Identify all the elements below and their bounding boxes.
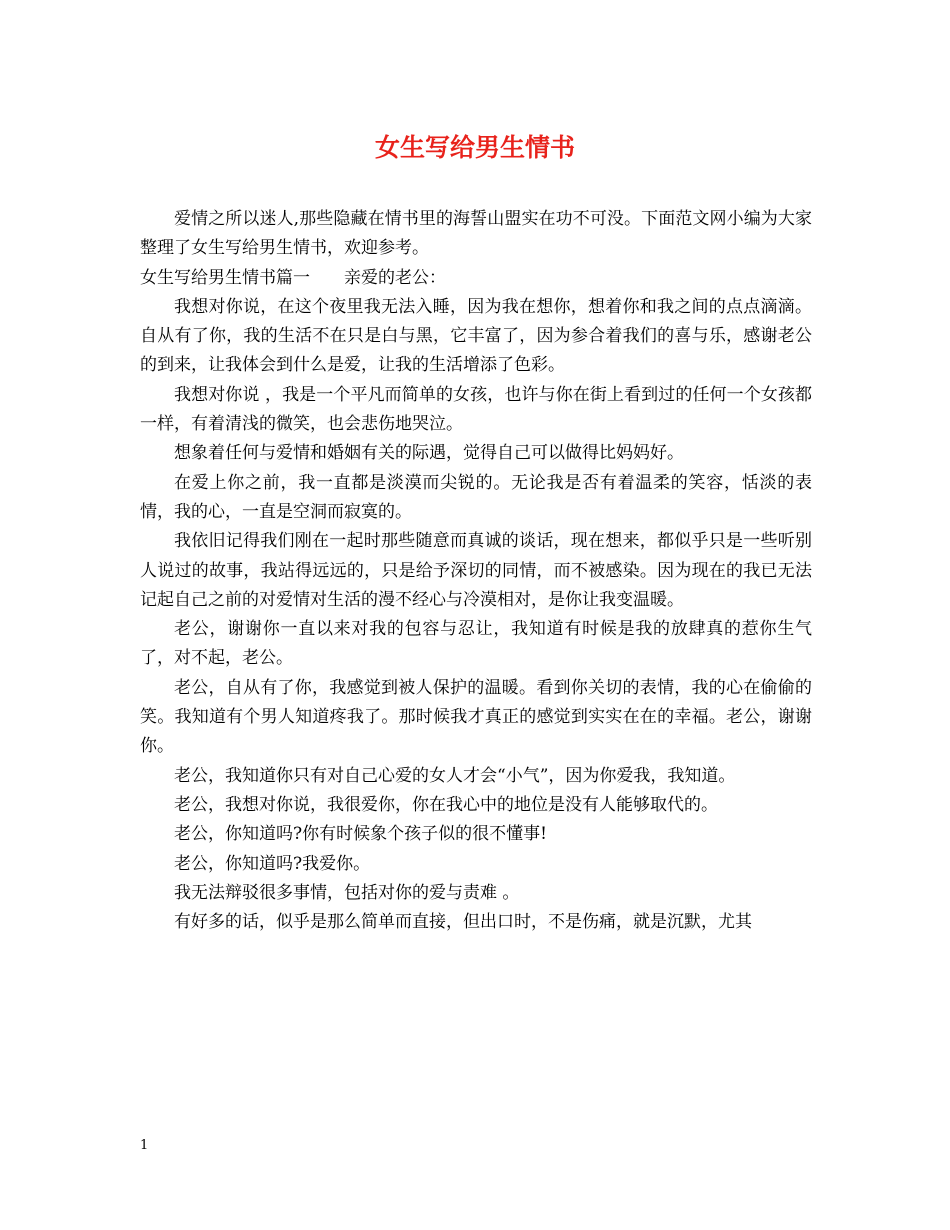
body-paragraph: 我无法辩驳很多事情，包括对你的爱与责难 。 (174, 882, 520, 903)
intro-paragraph: 爱情之所以迷人,那些隐藏在情书里的海誓山盟实在功不可没。下面范文网小编为大家整理了女生写给男生情书，欢迎参考。 (140, 209, 812, 259)
body-paragraph: 老公，自从有了你，我感觉到被人保护的温暖。看到你关切的表情，我的心在偷偷的笑。我知道有个男人知道疼我了。那时候我才真正的感觉到实实在在的幸福。老公，谢谢你。 (140, 677, 812, 757)
section-heading: 女生写给男生情书篇一 亲爱的老公： (140, 267, 446, 288)
body-paragraph: 我依旧记得我们刚在一起时那些随意而真诚的谈话，现在想来，都似乎只是一些听别人说过的故事，我站得远远的，只是给予深切的同情，而不被感染。因为现在的我已无法记起自己之前的对爱情对生活的漫不经心与冷漠相对，是你让我变温暖。 (140, 531, 812, 610)
body-paragraph: 想象着任何与爱情和婚姻有关的际遇，觉得自己可以做得比妈妈好。 (174, 443, 684, 464)
body-paragraph: 老公，你知道吗?你有时候象个孩子似的很不懂事! (174, 824, 547, 845)
body-paragraph: 老公，你知道吗?我爱你。 (174, 853, 371, 874)
body-paragraph: 我想对你说，在这个夜里我无法入睡，因为我在想你，想着你和我之间的点点滴滴。 自从有了你，我的生活不在只是白与黑，它丰富了，因为参合着我们的喜与乐，感谢老公的到来，让我体会到什么是爱，让我的生活增添了色彩。 (140, 296, 812, 376)
body-paragraph: 有好多的话，似乎是那么简单而直接，但出口时，不是伤痛，就是沉默，尤其 (174, 912, 752, 933)
body-paragraph: 在爱上你之前，我一直都是淡漠而尖锐的。无论我是否有着温柔的笑容，恬淡的表情，我的心，一直是空洞而寂寞的。 (140, 472, 812, 522)
body-paragraph: 老公，谢谢你一直以来对我的包容与忍让，我知道有时候是我的放肆真的惹你生气了，对不起，老公。 (140, 619, 812, 669)
body-paragraph: 我想对你说 ，我是一个平凡而简单的女孩，也许与你在街上看到过的任何一个女孩都一样，有着清浅的微笑，也会悲伤地哭泣。 (140, 384, 812, 435)
page-number: 1 (140, 1138, 149, 1153)
body-paragraph: 老公，我想对你说，我很爱你，你在我心中的地位是没有人能够取代的。 (174, 794, 718, 815)
document-title: 女生写给男生情书 (374, 133, 575, 162)
document-body (140, 205, 812, 937)
body-paragraph: 老公，我知道你只有对自己心爱的女人才会“小气”，因为你爱我，我知道。 (174, 765, 736, 786)
